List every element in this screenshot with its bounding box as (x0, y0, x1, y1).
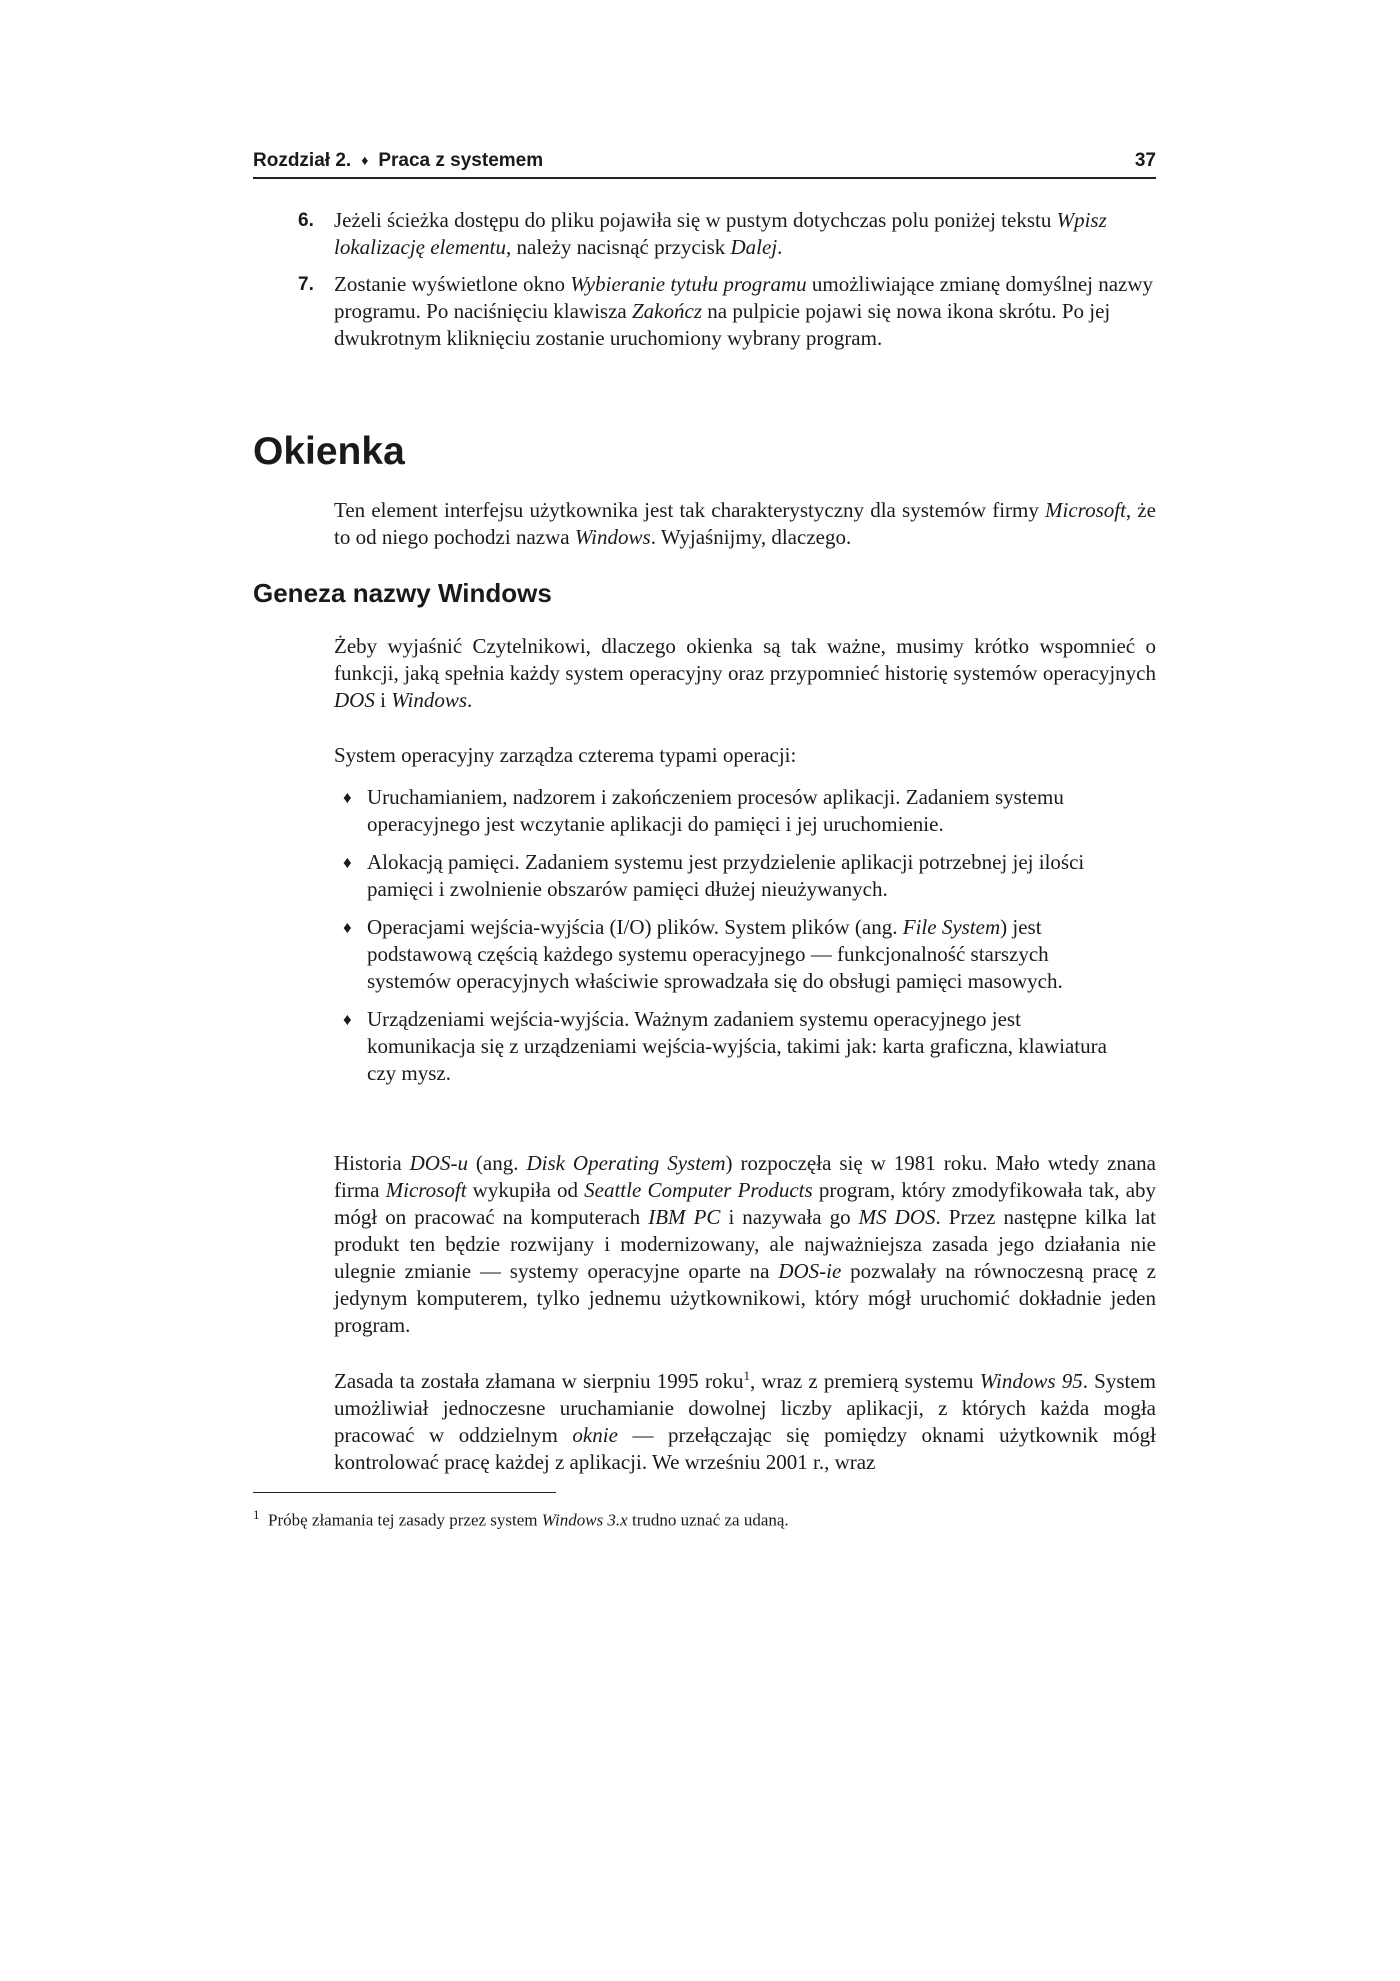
italic-term: Zakończ (632, 299, 702, 323)
italic-term: Wybieranie tytułu programu (570, 272, 807, 296)
chapter-number: Rozdział 2. (253, 150, 352, 171)
italic-term: Windows (391, 688, 468, 712)
paragraph-1: Żeby wyjaśnić Czytelnikowi, dlaczego okienka są tak ważne, musimy krótko wspomnieć o funkcji, jaką spełnia każdy system operacyjny oraz przypomnieć historię systemów operacyjnych DOS i Windows. (334, 634, 1156, 712)
italic-term: File System (902, 915, 1001, 939)
bullet-item: ♦ Uruchamianiem, nadzorem i zakończeniem procesów aplikacji. Zadaniem systemu operacyjnego jest wczytanie aplikacji do pamięci i jej uruchomienie. (343, 785, 1064, 836)
diamond-icon: ♦ (361, 152, 369, 168)
paragraph-2: System operacyjny zarządza czterema typami operacji: (334, 743, 797, 767)
step-6 (298, 207, 1156, 261)
footnote-ref: 1 (743, 1368, 750, 1383)
footnote-divider (253, 1492, 556, 1493)
section-heading: Okienka (253, 430, 405, 473)
running-header (253, 146, 1156, 179)
bullet-item: ♦ Alokacją pamięci. Zadaniem systemu jest przydzielenie aplikacji potrzebnej jej ilości pamięci i zwolnienie obszarów pamięci dłużej nieużywanych. (343, 850, 1085, 901)
chapter-title: Praca z systemem (378, 150, 544, 171)
chapter-label (253, 150, 543, 172)
step-number: 7. (298, 274, 314, 295)
step-text: Jeżeli ścieżka dostępu do pliku pojawiła się w pustym dotychczas polu poniżej tekstu Wpisz lokalizację elementu, należy nacisnąć przycisk Dalej. (334, 208, 1107, 259)
italic-term: Windows (574, 525, 651, 549)
step-text: Zostanie wyświetlone okno Wybieranie tytułu programu umożliwiające zmianę domyślnej nazwy programu. Po naciśnięciu klawisza Zakończ na pulpicie pojawi się nowa ikona skrótu. Po jej dwukrotnym kliknięciu zostanie uruchomiony wybrany program. (334, 272, 1154, 350)
section-intro: Ten element interfejsu użytkownika jest tak charakterystyczny dla systemów firmy Microsoft, że to od niego pochodzi nazwa Windows. Wyjaśnijmy, dlaczego. (334, 498, 1156, 549)
subsection-heading: Geneza nazwy Windows (253, 578, 552, 608)
italic-term: Wpisz lokalizację elementu (334, 208, 1107, 259)
step-7 (298, 271, 1156, 352)
diamond-bullet-icon: ♦ (343, 788, 352, 807)
diamond-bullet-icon: ♦ (343, 1010, 352, 1029)
italic-term: Microsoft (1045, 498, 1126, 522)
diamond-bullet-icon: ♦ (343, 853, 352, 872)
page-number: 37 (1134, 150, 1156, 171)
numbered-steps (298, 207, 1156, 362)
bullet-list (345, 784, 1120, 1098)
italic-term: Dalej (730, 235, 778, 259)
italic-term: DOS (334, 688, 375, 712)
bullet-item: ♦ Operacjami wejścia-wyjścia (I/O) plików. System plików (ang. File System) jest podstawową częścią każdego systemu operacyjnego — funkcjonalność starszych systemów operacyjnych właściwie sprowadzała się do obsługi pamięci masowych. (343, 915, 1063, 993)
bullet-item: ♦ Urządzeniami wejścia-wyjścia. Ważnym zadaniem systemu operacyjnego jest komunikacja się z urządzeniami wejścia-wyjścia, takimi jak: karta graficzna, klawiatura czy mysz. (343, 1007, 1107, 1085)
diamond-bullet-icon: ♦ (343, 918, 352, 937)
footnote: $^1$ Próbę złamania tej zasady przez system Windows 3.x trudno uznać za udaną. (253, 1507, 789, 1530)
paragraph-3: Historia DOS-u (ang. Disk Operating System) rozpoczęła się w 1981 roku. Mało wtedy znana firma Microsoft wykupiła od Seattle Computer Products program, który zmodyfikowała tak, aby mógł on pracować na komputerach IBM PC i nazywała go MS DOS. Przez następne kilka lat produkt ten będzie rozwijany i modernizowany, ale najważniejsza zasada jego działania nie ulegnie zmianie — systemy operacyjne oparte na DOS-ie pozwalały na równoczesną pracę z jedynym komputerem, tylko jednemu użytkownikowi, który mógł uruchomić dokładnie jeden program. (334, 1151, 1157, 1337)
step-number: 6. (298, 210, 314, 231)
footnote-mark: 1 (253, 1507, 260, 1522)
paragraph-4: Zasada ta została złamana w sierpniu 1995 roku$^1$, wraz z premierą systemu Windows 95. System umożliwiał jednoczesne uruchamianie dowolnej liczby aplikacji, z których każda mogła pracować w oddzielnym oknie — przełączając się pomiędzy oknami użytkownik mógł kontrolować pracę każdej z aplikacji. We wrześniu 2001 r., wraz (334, 1368, 1156, 1474)
